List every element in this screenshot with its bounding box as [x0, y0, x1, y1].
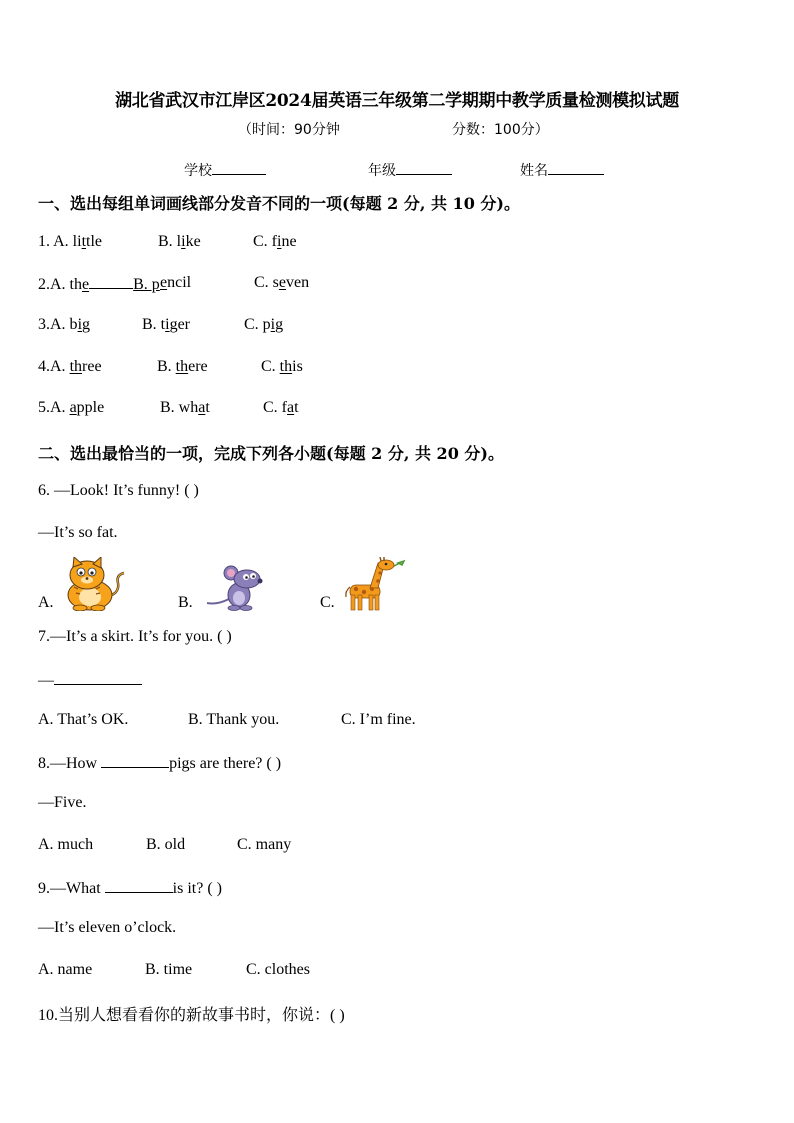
option-b[interactable]: B. tiger — [142, 316, 191, 333]
question-5 — [38, 399, 104, 417]
question-10: 10.当别人想看看你的新故事书时，你说：( ) — [38, 1007, 345, 1024]
option-a[interactable]: A. name — [38, 961, 93, 978]
option-b[interactable]: B. old — [146, 836, 186, 853]
grade-label: 年级 — [368, 163, 396, 179]
question-number: 1. — [38, 233, 54, 250]
name-field — [520, 160, 604, 180]
giraffe-image[interactable] — [342, 557, 412, 611]
option-a[interactable]: A. three — [50, 358, 102, 375]
underline-gap — [89, 274, 133, 289]
question-8: 8.—How pigs are there? ( ) — [38, 755, 282, 772]
question-7-response: — — [38, 670, 142, 690]
option-c[interactable]: C. seven — [254, 274, 310, 291]
option-b[interactable]: B. p — [133, 276, 160, 293]
option-c[interactable]: C. I’m fine. — [341, 711, 416, 728]
question-2 — [38, 274, 160, 294]
option-a[interactable]: A. the — [50, 276, 90, 293]
option-a[interactable]: A. little — [53, 233, 103, 250]
question-6: 6. —Look! It’s funny! ( ) — [38, 482, 199, 499]
option-a[interactable]: A. — [38, 594, 54, 611]
grade-field — [368, 160, 452, 180]
option-a[interactable]: A. big — [50, 316, 91, 333]
question-number: 2. — [38, 276, 50, 293]
option-b[interactable]: B. like — [158, 233, 201, 250]
option-c[interactable]: C. pig — [244, 316, 284, 333]
question-9: 9.—What is it? ( ) — [38, 880, 222, 897]
option-c[interactable]: C. many — [237, 836, 292, 853]
answer-blank[interactable] — [101, 753, 169, 768]
name-label: 姓名 — [520, 163, 548, 179]
question-8-response: —Five. — [38, 794, 87, 811]
option-b[interactable]: B. — [178, 594, 193, 611]
page-title: 湖北省武汉市江岸区2024届英语三年级第二学期期中教学质量检测模拟试题 — [115, 91, 679, 111]
school-label: 学校 — [184, 163, 212, 179]
school-field — [184, 160, 266, 180]
option-c[interactable]: C. fat — [263, 399, 299, 416]
option-a[interactable]: A. That’s OK. — [38, 711, 129, 728]
section-2-title: 二、选出最恰当的一项，完成下列各小题(每题 2 分, 共 20 分)。 — [38, 444, 504, 463]
question-number: 4. — [38, 358, 50, 375]
option-c[interactable]: C. clothes — [246, 961, 310, 978]
question-4 — [38, 358, 102, 376]
answer-blank[interactable] — [54, 670, 142, 685]
option-b[interactable]: B. there — [157, 358, 208, 375]
option-c[interactable]: C. fine — [253, 233, 297, 250]
question-1 — [38, 233, 102, 251]
question-number: 5. — [38, 399, 50, 416]
question-number: 3. — [38, 316, 50, 333]
mouse-image[interactable] — [203, 565, 267, 611]
question-9-response: —It’s eleven o’clock. — [38, 919, 177, 936]
option-b[interactable]: B. what — [160, 399, 210, 416]
option-c[interactable]: C. — [320, 594, 335, 611]
option-a[interactable]: A. much — [38, 836, 94, 853]
option-b[interactable]: B. Thank you. — [188, 711, 280, 728]
option-a[interactable]: A. apple — [50, 399, 105, 416]
answer-blank[interactable] — [105, 878, 173, 893]
option-b-rest: encil — [160, 274, 192, 291]
option-c[interactable]: C. this — [261, 358, 303, 375]
question-3 — [38, 316, 90, 334]
exam-time: （时间：90分钟 — [238, 122, 340, 138]
grade-blank[interactable] — [396, 160, 452, 175]
question-6-response: —It’s so fat. — [38, 524, 118, 541]
school-blank[interactable] — [212, 160, 266, 175]
question-7: 7.—It’s a skirt. It’s for you. ( ) — [38, 628, 232, 645]
name-blank[interactable] — [548, 160, 604, 175]
cat-image[interactable] — [60, 557, 126, 611]
section-1-title: 一、选出每组单词画线部分发音不同的一项(每题 2 分, 共 10 分)。 — [38, 194, 520, 213]
exam-score: 分数：100分） — [452, 122, 549, 138]
option-b[interactable]: B. time — [145, 961, 193, 978]
